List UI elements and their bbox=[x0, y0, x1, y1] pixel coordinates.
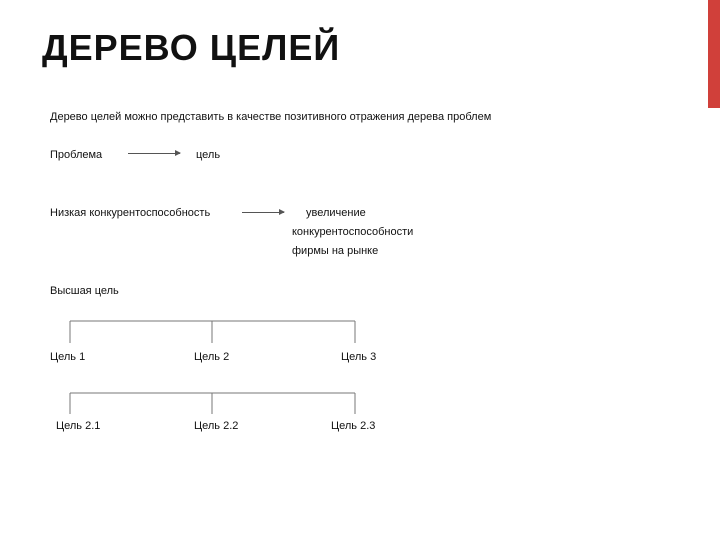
tree-node-goal-2-1: Цель 2.1 bbox=[56, 420, 101, 432]
tree-node-goal-1: Цель 1 bbox=[50, 351, 86, 363]
tree-node-goal-2-3: Цель 2.3 bbox=[331, 420, 376, 432]
increase-goal-line2: конкурентоспособности bbox=[292, 226, 414, 238]
tree-node-goal-2-2: Цель 2.2 bbox=[194, 420, 239, 432]
increase-goal-line3: фирмы на рынке bbox=[292, 245, 379, 257]
tree-root-label: Высшая цель bbox=[50, 285, 119, 297]
increase-goal-line1: увеличение bbox=[306, 207, 366, 219]
slide-title: ДЕРЕВО ЦЕЛЕЙ bbox=[42, 27, 341, 68]
intro-text: Дерево целей можно представить в качестве позитивного отражения дерева проблем bbox=[50, 111, 492, 123]
low-competitiveness-label: Низкая конкурентоспособность bbox=[50, 207, 211, 219]
tree-node-goal-2: Цель 2 bbox=[194, 351, 230, 363]
tree-node-goal-3: Цель 3 bbox=[341, 351, 377, 363]
problem-label: Проблема bbox=[50, 149, 103, 161]
goal-label: цель bbox=[196, 149, 221, 161]
